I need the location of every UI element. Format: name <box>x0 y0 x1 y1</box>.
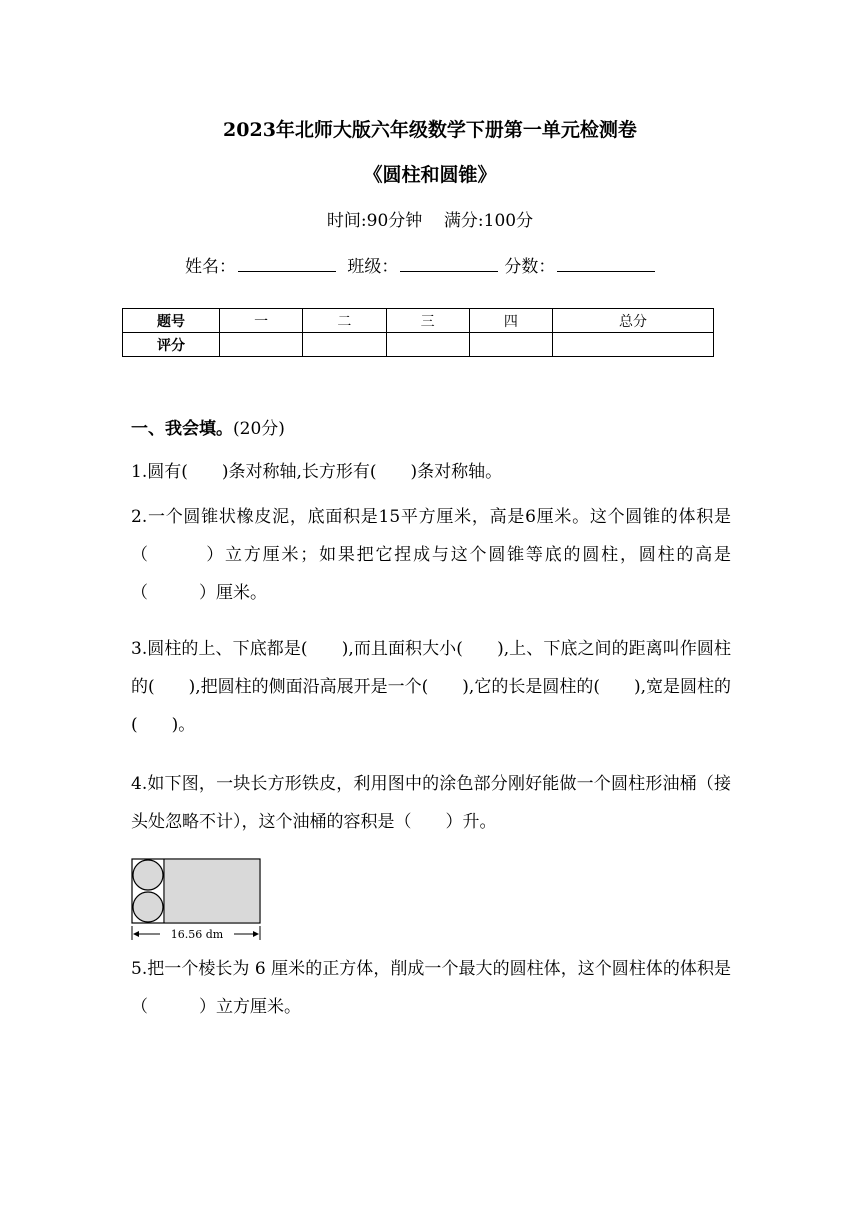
score-cell[interactable] <box>386 333 469 357</box>
table-cell: 二 <box>303 309 386 333</box>
table-cell: 评分 <box>123 333 220 357</box>
score-cell[interactable] <box>220 333 303 357</box>
question-1: 1.圆有( )条对称轴,长方形有( )条对称轴。 <box>131 462 503 482</box>
bottom-circle <box>133 892 163 922</box>
dimension-label: 16.56 dm <box>170 928 224 941</box>
figure-svg <box>130 858 264 942</box>
class-blank[interactable] <box>400 257 498 272</box>
arrow-right <box>253 931 259 937</box>
question-3: 3.圆柱的上、下底都是( ),而且面积大小( ),上、下底之间的距离叫作圆柱的( ),把圆柱的侧面沿高展开是一个( ),它的长是圆柱的( ),宽是圆柱的( )。 <box>131 639 732 735</box>
arrow-left <box>133 931 139 937</box>
score-cell[interactable] <box>553 333 714 357</box>
student-info <box>185 252 661 277</box>
score-cell[interactable] <box>469 333 552 357</box>
top-circle <box>133 860 163 890</box>
section-heading <box>131 414 285 439</box>
name-label: 姓名： <box>185 257 236 277</box>
question-4: 4.如下图，一块长方形铁皮，利用图中的涂色部分刚好能做一个圆柱形油桶（接头处忽略不计），这个油桶的容积是（ ）升。 <box>131 774 731 832</box>
question-5: 5.把一个棱长为 6 厘米的正方体，削成一个最大的圆柱体，这个圆柱体的体积是（ ）立方厘米。 <box>131 959 731 1017</box>
section-title: 一、我会填。 <box>131 419 233 439</box>
name-blank[interactable] <box>238 257 336 272</box>
table-cell: 题号 <box>123 309 220 333</box>
score-cell[interactable] <box>303 333 386 357</box>
table-cell: 三 <box>386 309 469 333</box>
table-row <box>123 333 714 357</box>
table-cell: 四 <box>469 309 552 333</box>
shaded-lateral-area <box>165 860 259 922</box>
time-info: 时间:90分钟 满分:100分 <box>326 211 534 231</box>
section-points: (20分) <box>233 419 285 439</box>
table-row <box>123 309 714 333</box>
page-subtitle: 《圆柱和圆锥》 <box>363 164 497 186</box>
table-cell: 总分 <box>553 309 714 333</box>
score-table <box>122 308 714 357</box>
iron-sheet-figure <box>130 858 264 946</box>
question-2: 2.一个圆锥状橡皮泥，底面积是15平方厘米，高是6厘米。这个圆锥的体积是（ ）立方厘米；如果把它捏成与这个圆锥等底的圆柱，圆柱的高是（ ）厘米。 <box>131 507 731 603</box>
page-title: 2023年北师大版六年级数学下册第一单元检测卷 <box>223 119 637 141</box>
table-cell: 一 <box>220 309 303 333</box>
score-blank[interactable] <box>557 257 655 272</box>
class-label: 班级： <box>347 257 399 277</box>
score-label: 分数： <box>504 257 556 277</box>
